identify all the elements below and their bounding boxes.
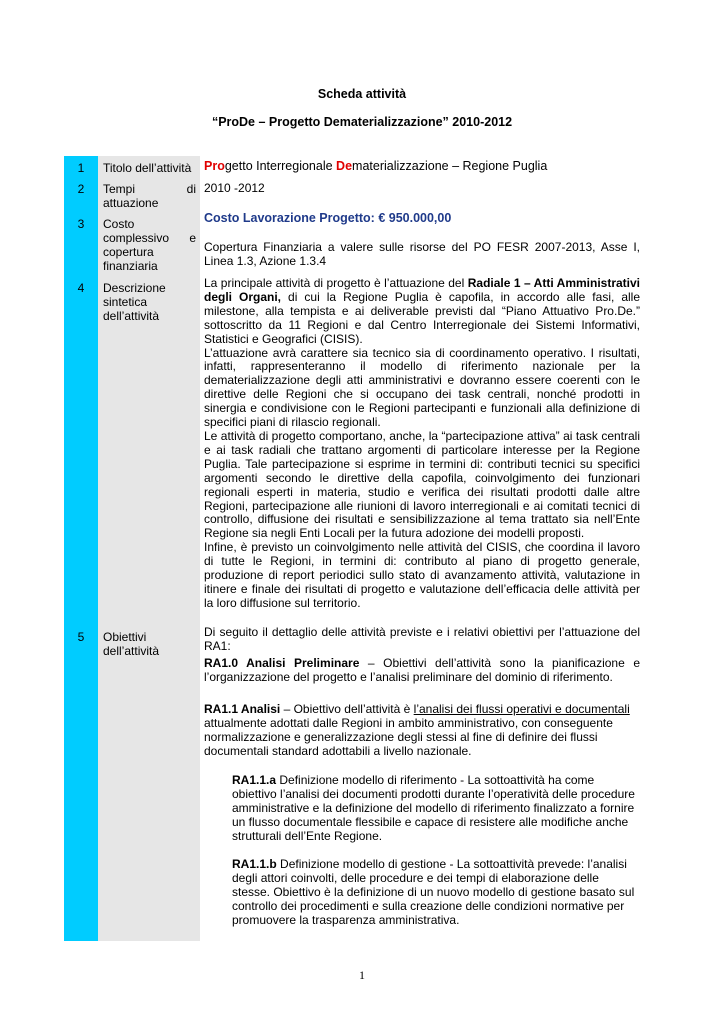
- ra11b-title: RA1.1.b: [232, 857, 277, 871]
- label-word: attuazione: [103, 196, 159, 210]
- label-word: Tempi: [103, 182, 136, 196]
- label-word: e: [189, 231, 196, 245]
- text-run: attualmente adottati dalle Regioni in ambito amministrativo, con conseguente normalizzazione e generalizzazione degli stessi al fine di definire dei flussi documentali standard adottabili a livello nazionale.: [204, 715, 613, 758]
- row-label-3: [103, 217, 196, 273]
- label-word: Descrizione: [103, 281, 166, 295]
- label-word: sintetica: [103, 295, 148, 309]
- text-run: di cui la Regione Puglia è capofila, in accordo alle fasi, alle milestone, alla tempista e ai deliverable previsti dal “Piano Attuativo Pro.De.” sottoscritto da 11 Regioni e dal Centro Interregionale dei Sistemi Informativi, Statistici e Geografici (CISIS).: [204, 289, 641, 346]
- title-highlight-de: De: [336, 159, 353, 173]
- row-number-1: 1: [77, 161, 85, 175]
- label-word: finanziaria: [103, 259, 158, 273]
- label-word: copertura: [103, 245, 154, 259]
- project-title: [204, 160, 640, 174]
- project-cost: Costo Lavorazione Progetto: € 950.000,00: [204, 211, 452, 225]
- label-word: dell’attività: [103, 644, 160, 658]
- label-word: Obiettivi: [103, 630, 147, 644]
- description-text: [204, 277, 640, 611]
- ra11-paragraph: [204, 703, 640, 759]
- number-column: [64, 156, 98, 941]
- description-paragraph-3: Le attività di progetto comportano, anche, la “partecipazione attiva” ai task centrali e ai task radiali che trattano argomenti di particolare interesse per la Regione Puglia. Tale partecipazione si esprime in termini di: contributi tecnici su specifici argomenti secondo le direttive della capofila, coinvolgimento dei funzionari regionali esperti in materia, studio e verifica dei risultati prodotti dalle altre Regioni, partecipazione alle riunioni di lavoro interregionali e ai comitati tecnici di controllo, diffusione dei risultati e sensibilizzazione al tema trattato sia nell’Ente Regione sia negli Enti Locali per la futura adozione dei modelli proposti.: [204, 428, 640, 541]
- row-number-4: 4: [77, 281, 85, 295]
- objectives-intro: Di seguito il dettaglio delle attività previste e i relativi obiettivi per l’attuazione del RA1:: [204, 625, 640, 653]
- ra10-paragraph: [204, 657, 640, 685]
- row-label-2: [103, 182, 196, 210]
- ra11b-paragraph: [232, 858, 636, 928]
- title-highlight-pro: Pro: [204, 159, 225, 173]
- row-label-4: [103, 281, 196, 323]
- ra10-title: RA1.0 Analisi Preliminare: [204, 656, 360, 670]
- ra11-title: RA1.1 Analisi: [204, 702, 281, 716]
- label-word: di: [186, 182, 196, 196]
- title-text-2: materializzazione – Regione Puglia: [352, 159, 548, 173]
- description-paragraph-1: [204, 277, 640, 347]
- row-label-1: Titolo dell’attività: [103, 161, 192, 175]
- label-word: Costo: [103, 217, 135, 231]
- ra11a-paragraph: [232, 774, 636, 844]
- ra11a-title: RA1.1.a: [232, 773, 277, 787]
- text-run: Definizione modello di gestione - La sottoattività prevede: l’analisi degli attori coinvolti, delle procedure e dei tempi di elaborazione delle stesse. Obiettivo è la definizione di un nuovo modello di gestione basato sul controllo dei procedimenti e sulla creazione delle condizioni normative per promuovere la trasparenza amministrativa.: [232, 857, 635, 927]
- label-word: dell’attività: [103, 309, 160, 323]
- document-subtitle: “ProDe – Progetto Dematerializzazione” 2010-2012: [211, 115, 513, 129]
- description-paragraph-4: Infine, è previsto un coinvolgimento nelle attività del CISIS, che coordina il lavoro di tutte le Regioni, in termini di: contributo al piano di progetto generale, produzione di report periodici sullo stato di avanzamento attività, valutazione in itinere e finale dei risultati di progetto e valutazione dell’efficacia delle attività per la loro diffusione sul territorio.: [204, 540, 640, 610]
- funding-coverage: Copertura Finanziaria a valere sulle risorse del PO FESR 2007-2013, Asse I, Linea 1.3, Azione 1.3.4: [204, 240, 640, 268]
- row-number-2: 2: [77, 182, 85, 196]
- underlined-text: l’analisi dei flussi operativi e documentali: [413, 702, 630, 716]
- document-title: Scheda attività: [317, 87, 407, 101]
- title-text-1: getto Interregionale: [224, 159, 337, 173]
- label-word: complessivo: [103, 231, 170, 245]
- timeframe-value: 2010 -2012: [204, 181, 265, 195]
- page-number: 1: [359, 968, 365, 982]
- label-column: [98, 156, 200, 941]
- text-run: Definizione modello di riferimento - La sottoattività ha come obiettivo l’analisi dei documenti prodotti durante l’operatività delle procedure amministrative e la definizione del modello di riferimento finalizzato a fornire un flusso documentale flessibile e capace di resistere alle modifiche anche strutturali dell’Ente Regione.: [232, 773, 635, 843]
- text-run: – Obiettivo dell’attività è: [280, 702, 414, 716]
- row-number-5: 5: [77, 630, 85, 644]
- text-run: – Obiettivi dell’attività sono la pianificazione e l’organizzazione del progetto e l’analisi preliminare del dominio di riferimento.: [204, 656, 640, 684]
- radial-name: Radiale 1 – Atti Amministrativi degli Organi,: [204, 276, 641, 304]
- row-number-3: 3: [77, 217, 85, 231]
- text-run: La principale attività di progetto è l’attuazione del: [204, 276, 468, 290]
- row-label-5: [103, 630, 196, 658]
- description-paragraph-2: L’attuazione avrà carattere sia tecnico sia di coordinamento operativo. I risultati, infatti, rappresenteranno il modello di riferimento nazionale per la dematerializzazione degli atti amministrativi e dovranno essere coerenti con le direttive delle Regioni che si occupano dei task centrali, nonché prodotti in sinergia e condivisione con le Regioni partecipanti e funzionali alla definizione di specifici piani di rilascio regionali.: [204, 345, 640, 430]
